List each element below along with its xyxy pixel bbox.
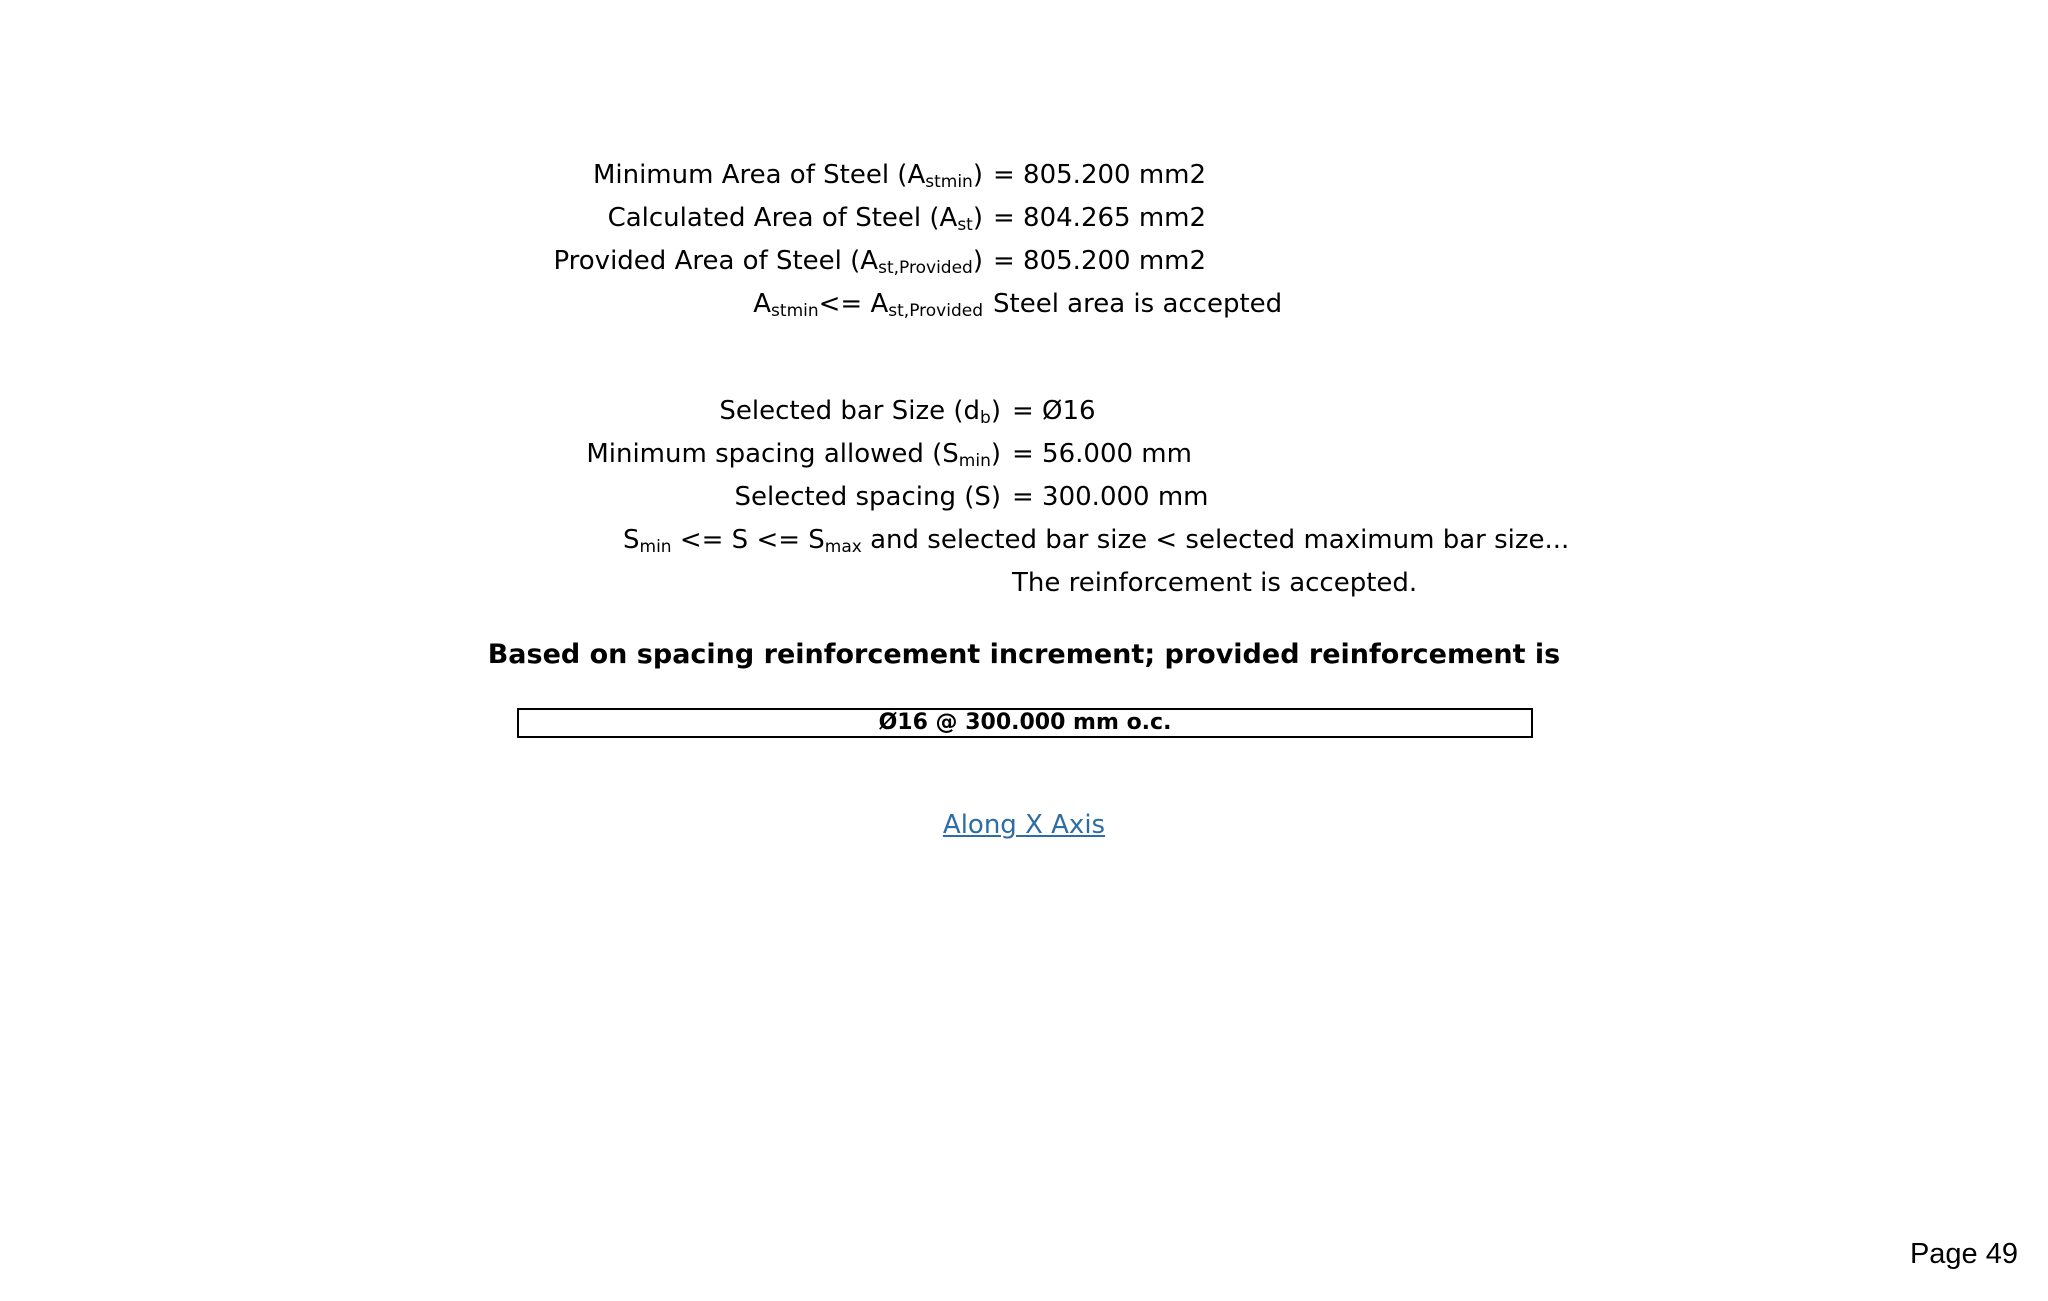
reinforcement-accepted-text: The reinforcement is accepted. (1012, 568, 1418, 598)
provided-reinforcement-result: Ø16 @ 300.000 mm o.c. (517, 708, 1533, 738)
bar-size-label: Selected bar Size $(d_b)$ (719, 396, 1001, 428)
page-number: Page 49 (1909, 1238, 2018, 1270)
along-x-axis-link-text[interactable]: Along X Axis (942, 810, 1106, 840)
steel-area-check-row (0, 287, 2048, 321)
min-spacing-label: Minimum spacing allowed $(S_{min})$ (586, 439, 1001, 471)
min-steel-area-row (0, 158, 2048, 192)
steel-area-check-condition: $A_{stmin}<= A_{st,Provided}$ (753, 289, 983, 321)
min-steel-area-label: Minimum Area of Steel $(A_{stmin})$ (592, 160, 983, 192)
min-steel-area-value: = 805.200 mm2 (993, 160, 1207, 190)
prov-steel-area-label: Provided Area of Steel $(A_{st,Provided})$ (553, 246, 983, 278)
spacing-condition: $S_{min} <= S <= S_{max}$ and selected bar size < selected maximum bar size... (623, 525, 1570, 557)
calc-steel-area-row (0, 201, 2048, 235)
provided-reinforcement-heading: Based on spacing reinforcement increment; provided reinforcement is (487, 639, 1561, 670)
steel-area-check-result: Steel area is accepted (993, 289, 1283, 319)
prov-steel-area-value: = 805.200 mm2 (993, 246, 1207, 276)
calc-steel-area-label: Calculated Area of Steel $(A_{st})$ (607, 203, 983, 235)
min-spacing-value: = 56.000 mm (1012, 439, 1192, 469)
bar-size-value: = Ø16 (1012, 396, 1096, 426)
calc-steel-area-value: = 804.265 mm2 (993, 203, 1207, 233)
along-x-axis-link[interactable] (0, 808, 2048, 842)
min-spacing-row (0, 437, 2048, 471)
prov-steel-area-row (0, 244, 2048, 278)
selected-spacing-label: Selected spacing (S) (734, 482, 1001, 512)
bar-size-row (0, 394, 2048, 428)
selected-spacing-value: = 300.000 mm (1012, 482, 1209, 512)
selected-spacing-row (0, 480, 2048, 514)
